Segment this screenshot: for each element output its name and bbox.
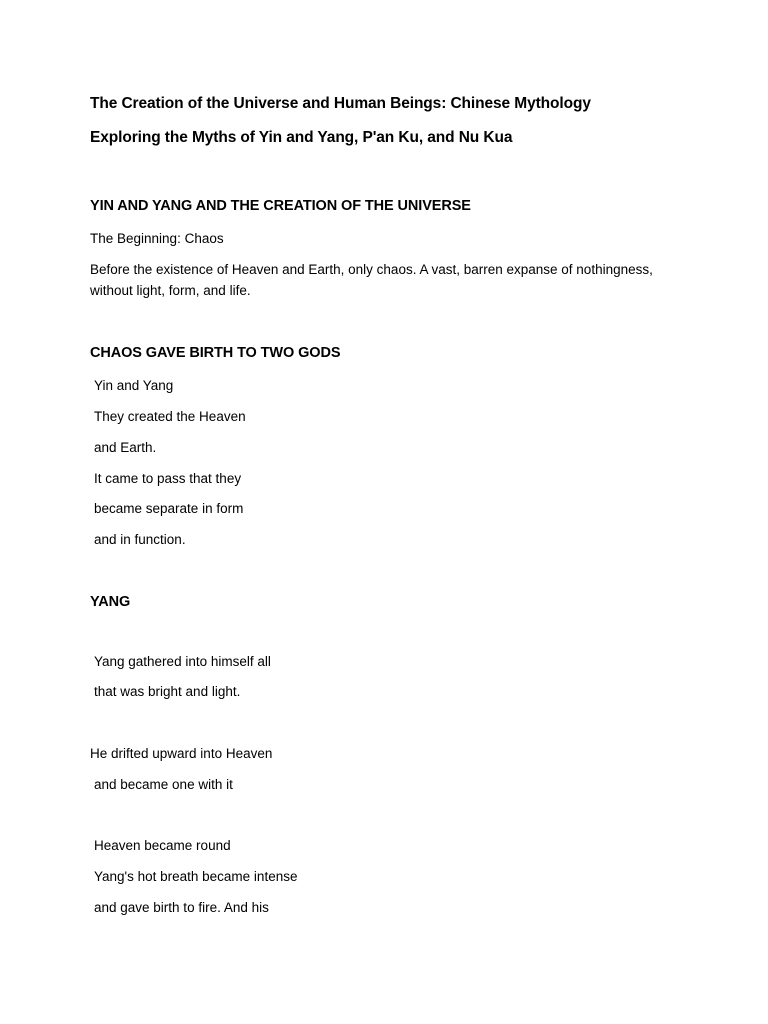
section-heading-two-gods: CHAOS GAVE BIRTH TO TWO GODS <box>90 345 341 361</box>
verse-line: and in function. <box>94 532 186 547</box>
verse-line: and became one with it <box>94 777 233 792</box>
verse-line: and Earth. <box>94 440 157 455</box>
section-heading-yang: YANG <box>90 594 131 610</box>
section-subheading-chaos: The Beginning: Chaos <box>90 231 224 246</box>
verse-line: and gave birth to fire. And his <box>94 900 269 915</box>
document-title: The Creation of the Universe and Human Beings: Chinese Mythology <box>90 95 591 112</box>
verse-line: Heaven became round <box>94 838 231 853</box>
verse-line: He drifted upward into Heaven <box>90 746 273 761</box>
verse-line: Yang gathered into himself all <box>94 654 271 669</box>
section-heading-yin-yang: YIN AND YANG AND THE CREATION OF THE UNIVERSE <box>90 198 471 214</box>
verse-line: Yin and Yang <box>94 378 174 393</box>
verse-line: Yang's hot breath became intense <box>94 869 298 884</box>
verse-line: They created the Heaven <box>94 409 246 424</box>
verse-line: It came to pass that they <box>94 471 242 486</box>
document-subtitle: Exploring the Myths of Yin and Yang, P'an Ku, and Nu Kua <box>90 129 513 146</box>
verse-line: that was bright and light. <box>94 684 241 699</box>
paragraph-chaos: Before the existence of Heaven and Earth, only chaos. A vast, barren expanse of nothingness, without light, form, and life. <box>90 262 653 298</box>
verse-line: became separate in form <box>94 501 244 516</box>
